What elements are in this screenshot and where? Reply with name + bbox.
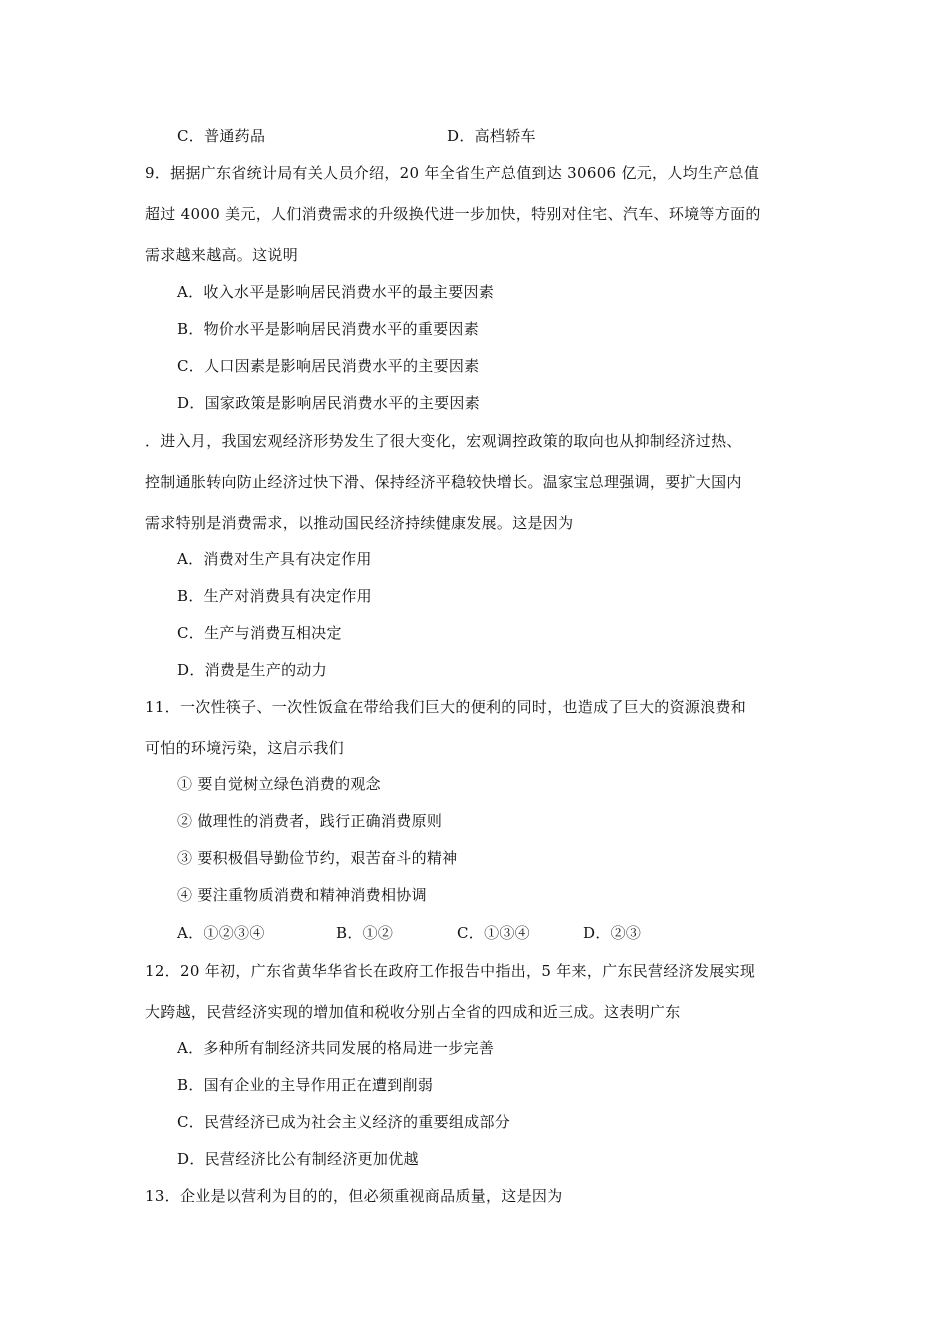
q10-option-d: D．消费是生产的动力 <box>177 661 328 679</box>
q12-stem-line1: 12．20 年初，广东省黄华华省长在政府工作报告中指出，5 年来，广东民营经济发展实现 <box>145 962 756 980</box>
q11-statement-1: ① 要自觉树立绿色消费的观念 <box>177 775 381 793</box>
q11-choice-b: B．①② <box>336 924 394 942</box>
q9-stem-line2: 超过 4000 美元，人们消费需求的升级换代进一步加快，特别对住宅、汽车、环境等方面的 <box>145 205 761 223</box>
q9-stem-line1: 9．据据广东省统计局有关人员介绍，20 年全省生产总值到达 30606 亿元，人均生产总值 <box>145 164 760 182</box>
q11-stem-line2: 可怕的环境污染，这启示我们 <box>145 739 344 757</box>
q11-choice-d: D．②③ <box>583 924 642 942</box>
q11-stem-line1: 11．一次性筷子、一次性饭盒在带给我们巨大的便利的同时，也造成了巨大的资源浪费和 <box>145 698 747 716</box>
q11-statement-2: ② 做理性的消费者，践行正确消费原则 <box>177 812 443 830</box>
prev-option-d: D．高档轿车 <box>447 127 536 145</box>
q9-option-a: A．收入水平是影响居民消费水平的最主要因素 <box>177 283 495 301</box>
q12-option-c: C．民营经济已成为社会主义经济的重要组成部分 <box>177 1113 511 1131</box>
q12-option-a: A．多种所有制经济共同发展的格局进一步完善 <box>177 1039 495 1057</box>
q10-option-c: C．生产与消费互相决定 <box>177 624 342 642</box>
q11-statement-4: ④ 要注重物质消费和精神消费相协调 <box>177 886 427 904</box>
prev-option-c: C．普通药品 <box>177 127 266 145</box>
q10-option-b: B．生产对消费具有决定作用 <box>177 587 372 605</box>
q10-stem-line1: ．进入月，我国宏观经济形势发生了很大变化，宏观调控政策的取向也从抑制经济过热、 <box>145 432 742 450</box>
q9-option-c: C．人口因素是影响居民消费水平的主要因素 <box>177 357 480 375</box>
q9-option-d: D．国家政策是影响居民消费水平的主要因素 <box>177 394 481 412</box>
q9-stem-line3: 需求越来越高。这说明 <box>145 246 299 264</box>
q12-option-b: B．国有企业的主导作用正在遭到削弱 <box>177 1076 434 1094</box>
q11-statement-3: ③ 要积极倡导勤俭节约，艰苦奋斗的精神 <box>177 849 458 867</box>
q12-option-d: D．民营经济比公有制经济更加优越 <box>177 1150 419 1168</box>
q11-choice-a: A．①②③④ <box>177 924 265 942</box>
q13-stem-line1: 13．企业是以营利为目的的，但必须重视商品质量，这是因为 <box>145 1187 563 1205</box>
q12-stem-line2: 大跨越，民营经济实现的增加值和税收分别占全省的四成和近三成。这表明广东 <box>145 1003 681 1021</box>
q9-option-b: B．物价水平是影响居民消费水平的重要因素 <box>177 320 480 338</box>
q10-option-a: A．消费对生产具有决定作用 <box>177 550 372 568</box>
q10-stem-line3: 需求特别是消费需求，以推动国民经济持续健康发展。这是因为 <box>145 514 574 532</box>
q10-stem-line2: 控制通胀转向防止经济过快下滑、保持经济平稳较快增长。温家宝总理强调，要扩大国内 <box>145 473 742 491</box>
q11-choice-c: C．①③④ <box>457 924 530 942</box>
